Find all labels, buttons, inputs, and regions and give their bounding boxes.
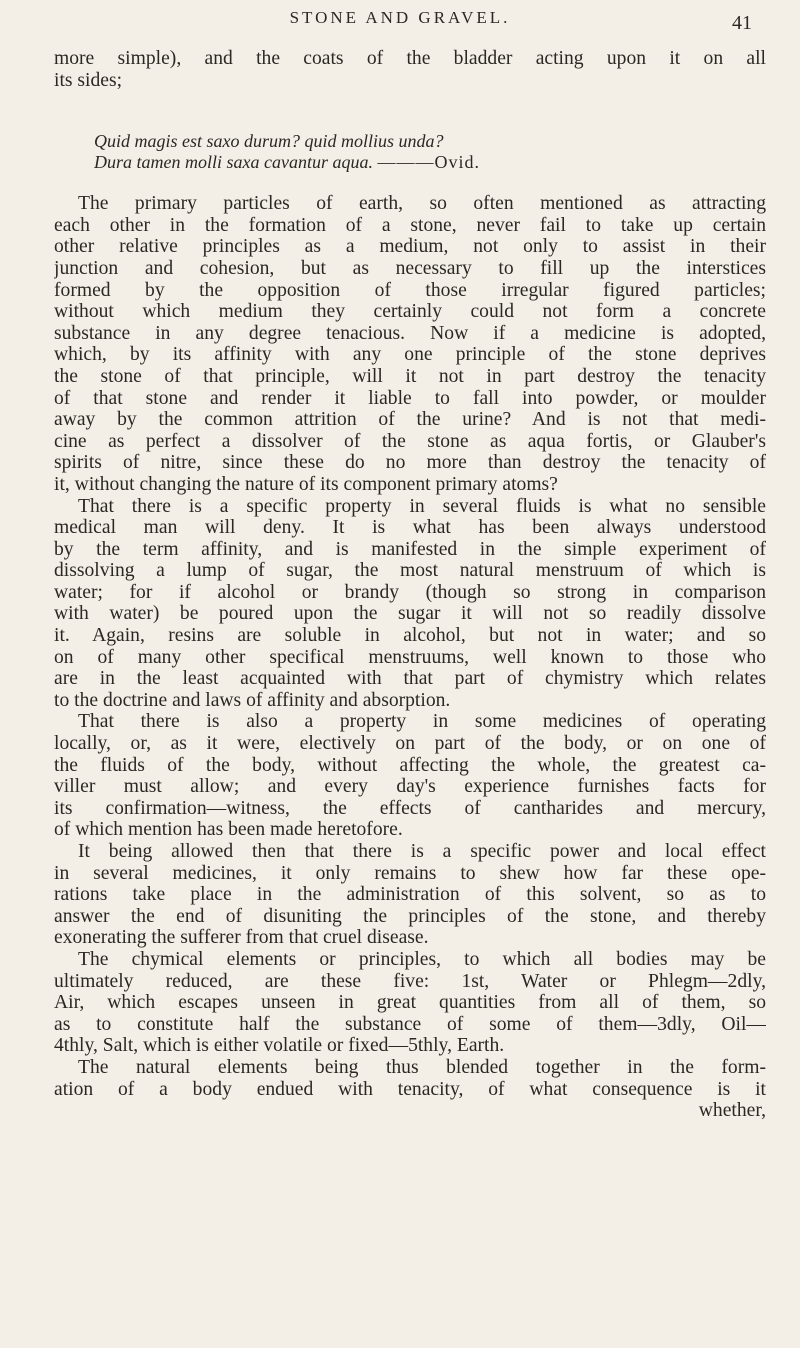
text-line: junction and cohesion, but as necessary to fill up the interstices xyxy=(54,257,766,279)
text-line: substance in any degree tenacious. Now if a medicine is adopted, xyxy=(54,322,766,344)
quote-line: Quid magis est saxo durum? quid mollius unda? xyxy=(94,131,444,152)
text-line: viller must allow; and every day's experience furnishes facts for xyxy=(54,776,766,798)
text-line: The chymical elements or principles, to which all bodies may be xyxy=(78,948,766,970)
quote-text: Dura tamen molli saxa cavantur aqua. xyxy=(94,152,373,173)
page-number: 41 xyxy=(732,12,752,34)
text-line: cine as perfect a dissolver of the stone as aqua fortis, or Glauber's xyxy=(54,430,766,452)
running-head: STONE AND GRAVEL. xyxy=(289,8,511,27)
text-line: The primary particles of earth, so often mentioned as attracting xyxy=(78,193,766,215)
paragraph xyxy=(54,496,766,712)
text-line: rations take place in the administration of this solvent, so as to xyxy=(54,884,766,906)
text-line: of that stone and render it liable to fall into powder, or moulder xyxy=(54,387,766,409)
text-line: Air, which escapes unseen in great quantities from all of them, so xyxy=(54,992,766,1014)
text-line: exonerating the sufferer from that cruel disease. xyxy=(54,927,429,949)
paragraph xyxy=(54,193,766,495)
text-line: It being allowed then that there is a specific power and local effect xyxy=(78,841,766,862)
text-line: with water) be poured upon the sugar it will not so readily dissolve xyxy=(54,603,766,625)
text-line: medical man will deny. It is what has been always understood xyxy=(54,517,766,539)
text-line: which, by its affinity with any one principle of the stone deprives xyxy=(54,344,766,366)
quote-line-2 xyxy=(94,152,766,173)
text-line: ultimately reduced, are these five: 1st, Water or Phlegm—2dly, xyxy=(54,970,766,992)
catchword: whether, xyxy=(698,1100,766,1122)
text-line: are in the least acquainted with that part of chymistry which relates xyxy=(54,668,766,690)
text-line: 4thly, Salt, which is either volatile or fixed—5thly, Earth. xyxy=(54,1035,505,1057)
opening-paragraph xyxy=(54,48,766,91)
page-body xyxy=(54,48,766,1122)
text-line: That there is a specific property in several fluids is what no sensible xyxy=(78,495,766,517)
text-line: other relative principles as a medium, not only to assist in their xyxy=(54,236,766,258)
text-line: The natural elements being thus blended together in the form- xyxy=(78,1056,766,1078)
text-line: to the doctrine and laws of affinity and absorption. xyxy=(54,689,451,711)
text-line: That there is also a property in some medicines of operating xyxy=(78,711,766,733)
text-line: water; for if alcohol or brandy (though so strong in comparison xyxy=(54,581,766,603)
latin-quotation xyxy=(94,131,766,173)
quote-author: ———Ovid. xyxy=(377,152,480,173)
text-line: formed by the opposition of those irregular figured particles; xyxy=(54,279,766,301)
text-line: as to constitute half the substance of some of them—3dly, Oil— xyxy=(54,1013,766,1035)
text-line: spirits of nitre, since these do no more than destroy the tenacity of xyxy=(54,452,766,474)
text-line: dissolving a lump of sugar, the most natural menstruum of which is xyxy=(54,560,766,582)
text-line: more simple), and the coats of the bladder acting upon it on all xyxy=(54,48,766,69)
text-line: locally, or, as it were, electively on part of the body, or on one of xyxy=(54,733,766,755)
text-line: on of many other specifical menstruums, well known to those who xyxy=(54,646,766,668)
text-line: it. Again, resins are soluble in alcohol, but not in water; and so xyxy=(54,625,766,647)
text-line: the fluids of the body, without affecting the whole, the greatest ca- xyxy=(54,754,766,776)
text-line: away by the common attrition of the urine? And is not that medi- xyxy=(54,409,766,431)
text-line: in several medicines, it only remains to shew how far these ope- xyxy=(54,862,766,884)
paragraph xyxy=(54,949,766,1100)
text-line: its sides; xyxy=(54,69,123,91)
text-line: by the term affinity, and is manifested in the simple experiment of xyxy=(54,538,766,560)
text-line: answer the end of disuniting the principles of the stone, and thereby xyxy=(54,905,766,927)
text-line: the stone of that principle, will it not in part destroy the tenacity xyxy=(54,365,766,387)
text-line: ation of a body endued with tenacity, of what consequence is it xyxy=(54,1078,766,1100)
text-line: its confirmation—witness, the effects of cantharides and mercury, xyxy=(54,797,766,819)
paragraph xyxy=(54,711,766,841)
paragraph xyxy=(54,841,766,949)
text-line: of which mention has been made heretofore. xyxy=(54,819,403,841)
text-line: without which medium they certainly could not form a concrete xyxy=(54,301,766,323)
text-line: each other in the formation of a stone, never fail to take up certain xyxy=(54,214,766,236)
text-line: it, without changing the nature of its component primary atoms? xyxy=(54,473,558,495)
